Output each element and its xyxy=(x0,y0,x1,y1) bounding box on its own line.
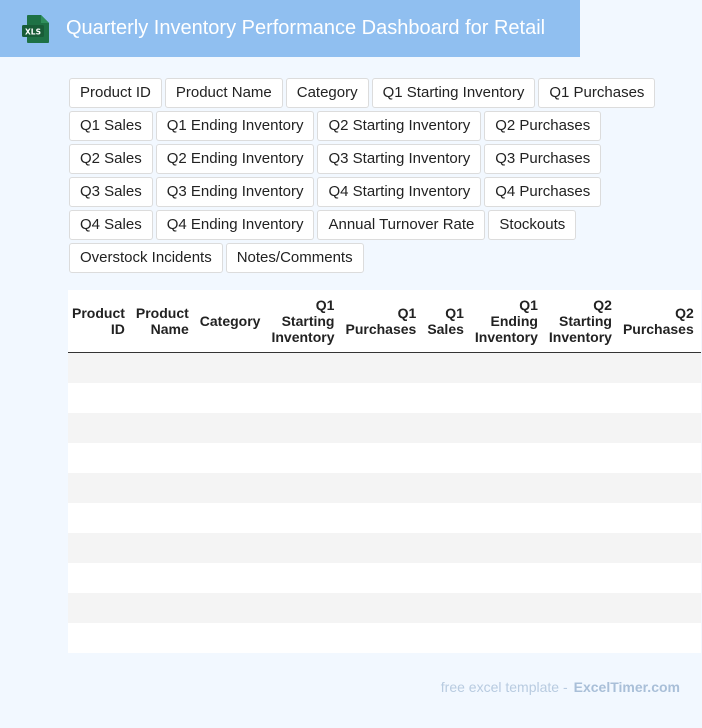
table-cell[interactable] xyxy=(68,413,132,443)
table-cell[interactable] xyxy=(132,413,196,443)
column-chip[interactable]: Q4 Ending Inventory xyxy=(156,210,315,240)
table-cell[interactable] xyxy=(471,623,545,653)
table-cell[interactable] xyxy=(423,503,471,533)
table-cell[interactable] xyxy=(545,623,619,653)
column-header[interactable] xyxy=(196,290,268,353)
table-cell[interactable] xyxy=(471,353,545,384)
table-cell[interactable] xyxy=(423,473,471,503)
column-chip[interactable]: Q1 Starting Inventory xyxy=(372,78,536,108)
column-header-text: Q1 xyxy=(315,297,335,313)
table-cell[interactable] xyxy=(132,593,196,623)
table-cell[interactable] xyxy=(471,533,545,563)
table-cell[interactable] xyxy=(196,473,268,503)
column-chip[interactable]: Q4 Purchases xyxy=(484,177,601,207)
table-cell[interactable] xyxy=(471,383,545,413)
table-cell[interactable] xyxy=(619,533,701,563)
column-header-text: Q2 xyxy=(675,305,694,321)
table-cell[interactable] xyxy=(545,593,619,623)
table-cell[interactable] xyxy=(267,443,341,473)
table-cell[interactable] xyxy=(132,503,196,533)
table-cell[interactable] xyxy=(545,563,619,593)
table-cell[interactable] xyxy=(619,353,701,384)
column-header-text: Q2 xyxy=(593,297,612,313)
table-cell[interactable] xyxy=(68,593,132,623)
title-bar xyxy=(0,0,580,57)
table-cell[interactable] xyxy=(471,413,545,443)
table-cell[interactable] xyxy=(68,353,132,384)
table-cell[interactable] xyxy=(619,593,701,623)
table-cell[interactable] xyxy=(267,533,341,563)
table-cell[interactable] xyxy=(132,383,196,413)
inventory-table-container xyxy=(68,290,694,653)
table-cell[interactable] xyxy=(267,623,341,653)
table-cell[interactable] xyxy=(68,503,132,533)
column-header-text: Inventory xyxy=(548,329,612,345)
table-cell[interactable] xyxy=(619,563,701,593)
table-cell[interactable] xyxy=(68,533,132,563)
table-cell[interactable] xyxy=(132,473,196,503)
column-header-text: Sales xyxy=(427,321,464,337)
table-cell[interactable] xyxy=(341,473,423,503)
column-header[interactable] xyxy=(619,290,701,353)
table-cell[interactable] xyxy=(619,473,701,503)
table-cell[interactable] xyxy=(196,353,268,384)
column-header-text: Category xyxy=(199,313,261,329)
table-cell[interactable] xyxy=(196,383,268,413)
table-row xyxy=(68,533,701,563)
table-cell[interactable] xyxy=(423,533,471,563)
table-cell[interactable] xyxy=(196,443,268,473)
excel-file-icon xyxy=(22,14,50,44)
column-chip[interactable]: Q3 Purchases xyxy=(484,144,601,174)
column-chip[interactable]: Q1 Sales xyxy=(69,111,153,141)
inventory-table xyxy=(68,290,701,653)
table-cell[interactable] xyxy=(196,563,268,593)
column-header-text: Inventory xyxy=(474,329,538,345)
table-cell[interactable] xyxy=(341,563,423,593)
column-header-text: Ending xyxy=(490,313,538,329)
table-cell[interactable] xyxy=(196,503,268,533)
table-cell[interactable] xyxy=(619,503,701,533)
table-cell[interactable] xyxy=(423,593,471,623)
icon-label: XLS xyxy=(25,27,41,37)
table-cell[interactable] xyxy=(341,623,423,653)
table-cell[interactable] xyxy=(423,353,471,384)
table-row xyxy=(68,383,701,413)
table-cell[interactable] xyxy=(132,563,196,593)
table-cell[interactable] xyxy=(68,443,132,473)
table-cell[interactable] xyxy=(196,593,268,623)
table-cell[interactable] xyxy=(196,413,268,443)
column-chip[interactable]: Q3 Starting Inventory xyxy=(317,144,481,174)
table-cell[interactable] xyxy=(267,473,341,503)
column-header-text: ID xyxy=(110,321,125,337)
column-header-text: Starting xyxy=(281,313,335,329)
footer-text: free excel template - xyxy=(440,679,568,695)
table-cell[interactable] xyxy=(132,353,196,384)
table-row xyxy=(68,623,701,653)
column-header-text: Q1 xyxy=(519,297,538,313)
column-header-text: Inventory xyxy=(271,329,335,345)
column-header[interactable] xyxy=(545,290,619,353)
footer-brand-link[interactable]: ExcelTimer.com xyxy=(573,679,680,695)
table-cell[interactable] xyxy=(471,563,545,593)
table-cell[interactable] xyxy=(341,503,423,533)
table-cell[interactable] xyxy=(545,353,619,384)
table-cell[interactable] xyxy=(341,353,423,384)
table-cell[interactable] xyxy=(619,413,701,443)
column-chip[interactable]: Q1 Ending Inventory xyxy=(156,111,315,141)
table-cell[interactable] xyxy=(267,563,341,593)
column-header-text: Product xyxy=(72,305,125,321)
column-header-text: Name xyxy=(150,321,189,337)
table-row xyxy=(68,593,701,623)
table-cell[interactable] xyxy=(68,473,132,503)
column-chip[interactable]: Product Name xyxy=(165,78,283,108)
column-header[interactable] xyxy=(471,290,545,353)
table-cell[interactable] xyxy=(619,443,701,473)
column-header[interactable] xyxy=(68,290,132,353)
table-cell[interactable] xyxy=(267,593,341,623)
table-cell[interactable] xyxy=(619,383,701,413)
table-cell[interactable] xyxy=(471,503,545,533)
table-cell[interactable] xyxy=(545,413,619,443)
table-header-row xyxy=(68,290,701,353)
table-row xyxy=(68,413,701,443)
column-chip[interactable]: Q2 Starting Inventory xyxy=(317,111,481,141)
table-cell[interactable] xyxy=(545,443,619,473)
table-cell[interactable] xyxy=(545,383,619,413)
table-cell[interactable] xyxy=(619,623,701,653)
column-header-text: Q1 xyxy=(445,305,464,321)
column-header[interactable] xyxy=(341,290,423,353)
table-cell[interactable] xyxy=(423,623,471,653)
table-cell[interactable] xyxy=(68,623,132,653)
column-header[interactable] xyxy=(267,290,341,353)
column-chip[interactable]: Q2 Ending Inventory xyxy=(156,144,315,174)
table-cell[interactable] xyxy=(545,503,619,533)
table-cell[interactable] xyxy=(471,443,545,473)
table-row xyxy=(68,443,701,473)
table-row xyxy=(68,473,701,503)
table-row xyxy=(68,353,701,384)
column-chip[interactable]: Annual Turnover Rate xyxy=(317,210,485,240)
column-chip[interactable]: Q4 Starting Inventory xyxy=(317,177,481,207)
table-row xyxy=(68,563,701,593)
table-cell[interactable] xyxy=(341,383,423,413)
table-cell[interactable] xyxy=(132,533,196,563)
column-header[interactable] xyxy=(132,290,196,353)
column-chip[interactable]: Q2 Purchases xyxy=(484,111,601,141)
table-cell[interactable] xyxy=(423,383,471,413)
column-header-text: Purchases xyxy=(622,321,694,337)
table-cell[interactable] xyxy=(267,383,341,413)
column-chip[interactable]: Q2 Sales xyxy=(69,144,153,174)
column-chip[interactable]: Q4 Sales xyxy=(69,210,153,240)
column-chip[interactable]: Q3 Sales xyxy=(69,177,153,207)
table-cell[interactable] xyxy=(341,533,423,563)
table-cell[interactable] xyxy=(545,473,619,503)
table-cell[interactable] xyxy=(68,563,132,593)
column-header-text: Purchases xyxy=(345,321,417,337)
table-cell[interactable] xyxy=(267,353,341,384)
table-cell[interactable] xyxy=(267,503,341,533)
table-cell[interactable] xyxy=(132,623,196,653)
column-chip[interactable]: Category xyxy=(286,78,369,108)
table-cell[interactable] xyxy=(196,533,268,563)
page-title: Quarterly Inventory Performance Dashboard for Retail xyxy=(66,17,546,39)
column-header-text: Q1 xyxy=(397,305,417,321)
table-cell[interactable] xyxy=(267,413,341,443)
table-row xyxy=(68,503,701,533)
column-chip[interactable]: Overstock Incidents xyxy=(69,243,223,273)
column-chip-list xyxy=(68,77,668,275)
table-cell[interactable] xyxy=(196,623,268,653)
table-cell[interactable] xyxy=(132,443,196,473)
column-chip[interactable]: Product ID xyxy=(69,78,162,108)
table-cell[interactable] xyxy=(423,413,471,443)
column-header[interactable] xyxy=(423,290,471,353)
column-chip[interactable]: Q1 Purchases xyxy=(538,78,655,108)
table-cell[interactable] xyxy=(341,593,423,623)
column-chip[interactable]: Notes/Comments xyxy=(226,243,364,273)
table-cell[interactable] xyxy=(68,383,132,413)
column-header-text: Starting xyxy=(559,313,612,329)
table-cell[interactable] xyxy=(423,563,471,593)
column-header-text: Product xyxy=(135,305,189,321)
table-cell[interactable] xyxy=(341,413,423,443)
column-chip[interactable]: Stockouts xyxy=(488,210,576,240)
table-cell[interactable] xyxy=(471,473,545,503)
footer xyxy=(441,679,680,695)
table-cell[interactable] xyxy=(341,443,423,473)
column-chip[interactable]: Q3 Ending Inventory xyxy=(156,177,315,207)
table-cell[interactable] xyxy=(471,593,545,623)
table-cell[interactable] xyxy=(423,443,471,473)
table-cell[interactable] xyxy=(545,533,619,563)
